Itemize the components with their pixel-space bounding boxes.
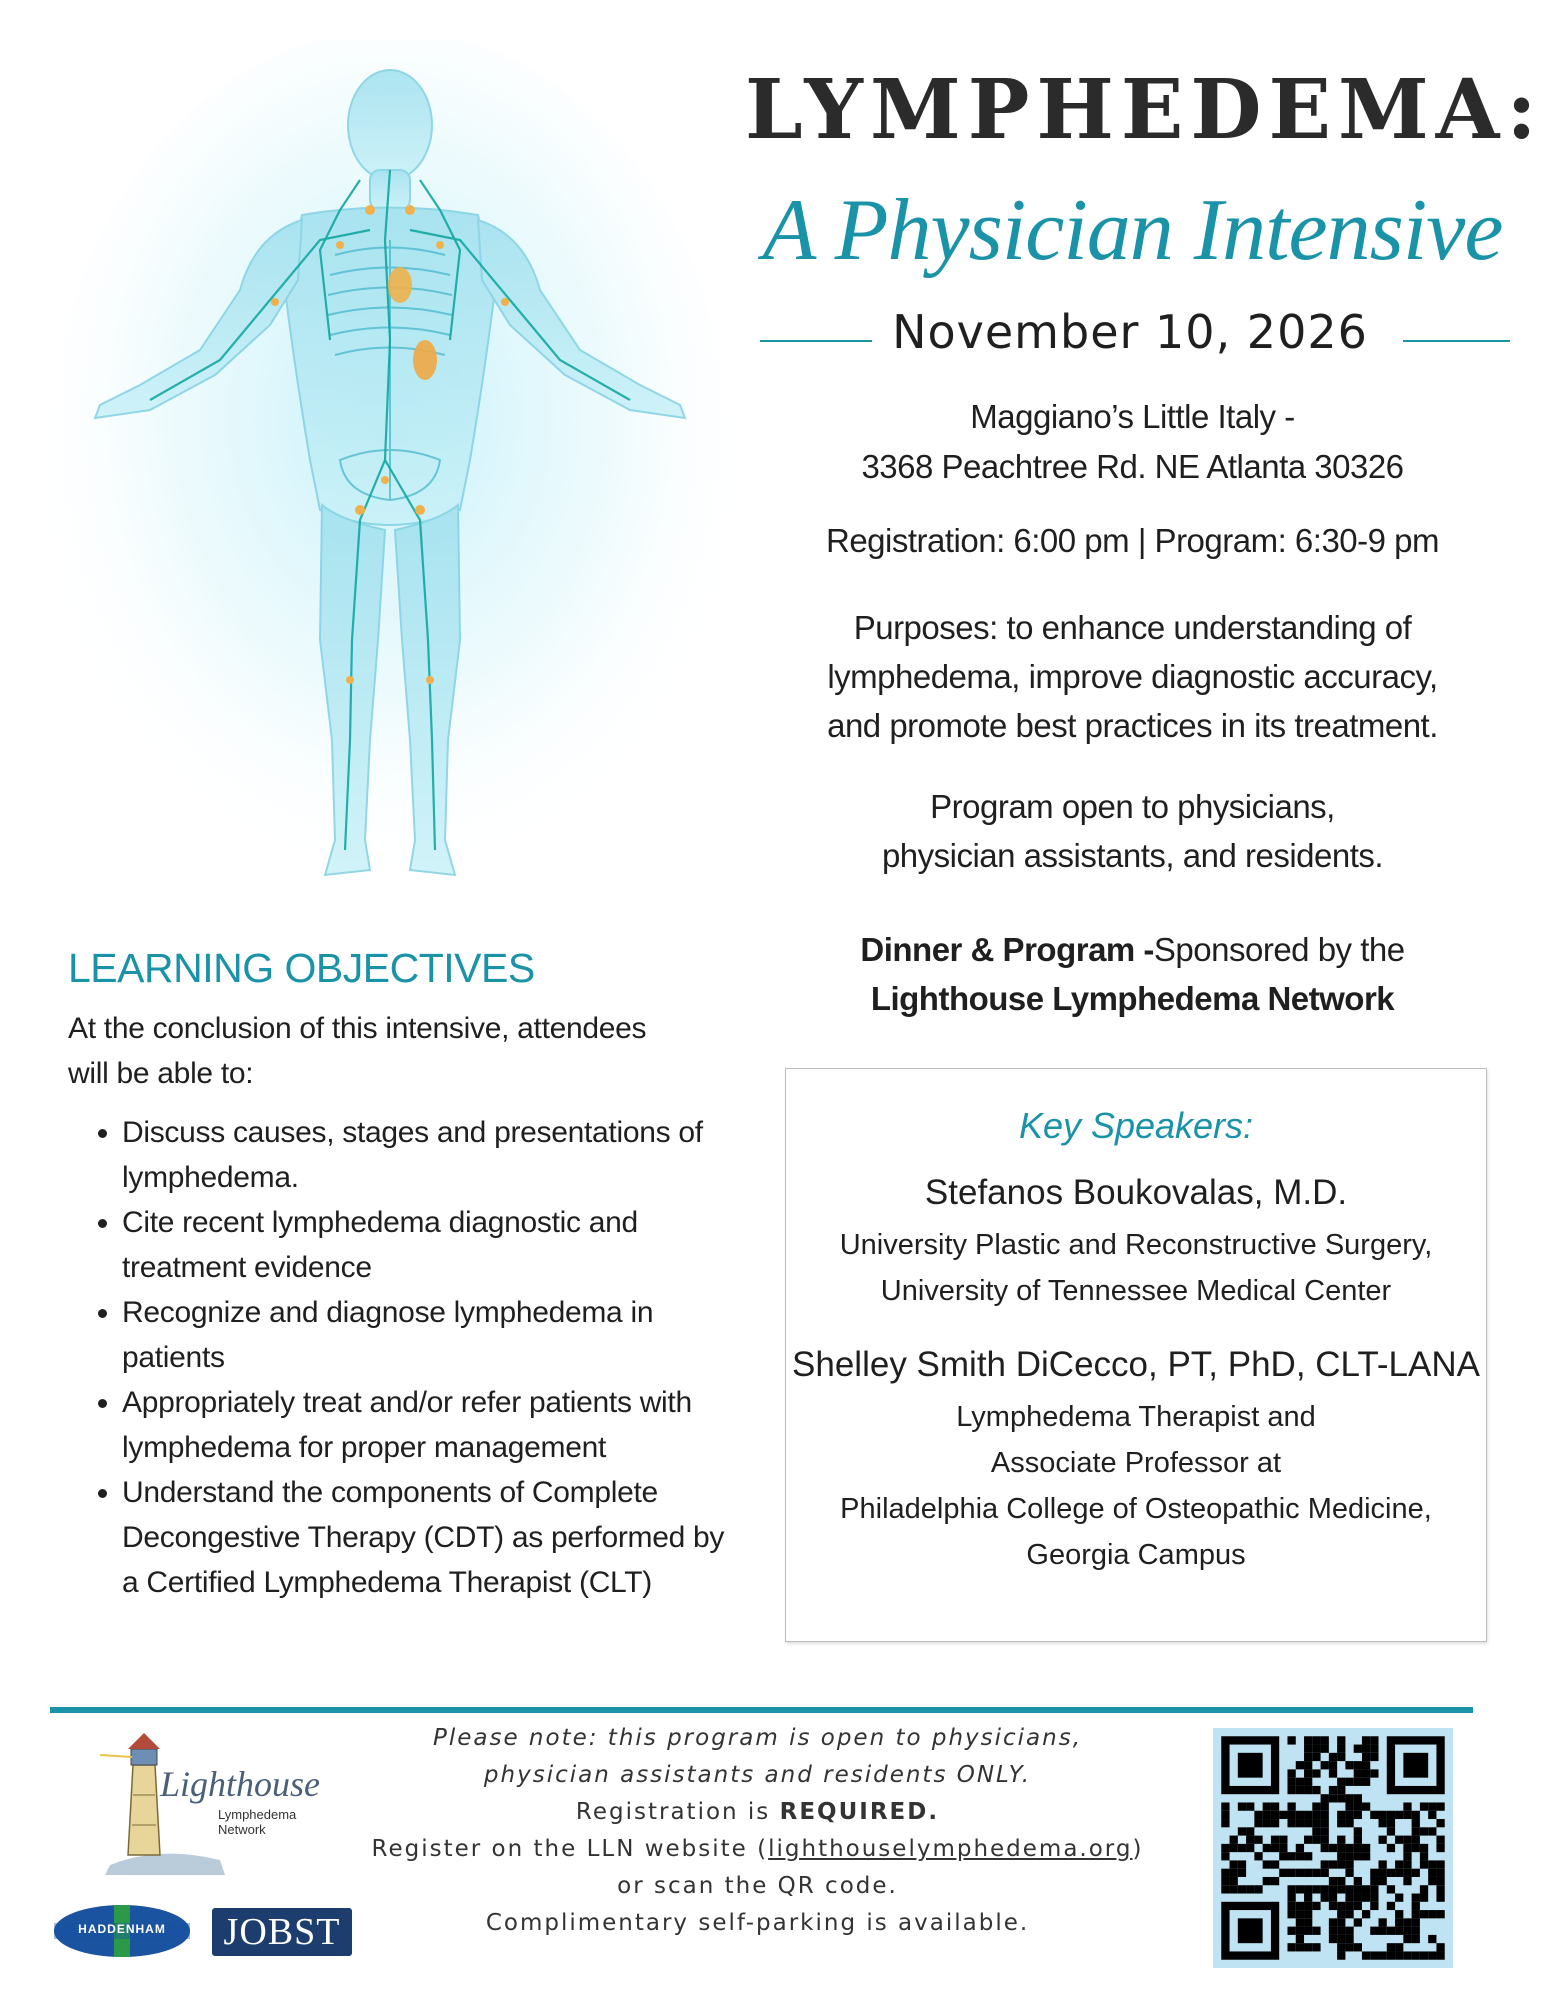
venue-address [760, 392, 1505, 492]
qr-instruction: or scan the QR code. [617, 1873, 898, 1899]
footer-divider [50, 1707, 1473, 1713]
objective-item: • Appropriately treat and/or refer patients with lymphedema for proper management [122, 1380, 742, 1470]
jobst-text: JOBST [223, 1911, 341, 1953]
speaker-name: Shelley Smith DiCecco, PT, PhD, CLT-LANA [792, 1345, 1480, 1384]
audience-line: Program open to physicians, [930, 788, 1335, 825]
event-date: November 10, 2026 [892, 305, 1368, 359]
venue-street: 3368 Peachtree Rd. NE Atlanta 30326 [861, 448, 1404, 485]
registration-qr-code[interactable] [1213, 1728, 1453, 1968]
lymphatic-system-illustration [40, 40, 740, 920]
website-link[interactable]: lighthouselymphedema.org [768, 1836, 1133, 1862]
objectives-intro-line: will be able to: [68, 1057, 254, 1090]
event-subtitle: A Physician Intensive [762, 182, 1503, 279]
objectives-heading: LEARNING OBJECTIVES [68, 945, 535, 991]
registration-required-line: Registration is REQUIRED. [575, 1799, 940, 1825]
lighthouse-logo-sub: Network [218, 1822, 266, 1837]
haddenham-text: HADDENHAM [78, 1922, 166, 1936]
speaker-affiliation: University Plastic and Reconstructive Surgery, [839, 1229, 1433, 1261]
objectives-intro [68, 1006, 708, 1096]
register-line: Register on the LLN website (lighthouselymphedema.org) [371, 1836, 1144, 1862]
objectives-intro-line: At the conclusion of this intensive, attendees [68, 1012, 647, 1045]
audience-line: physician assistants, and residents. [881, 837, 1384, 874]
purposes-line: and promote best practices in its treatment. [827, 707, 1438, 744]
speaker-affiliation: Lymphedema Therapist and [956, 1401, 1316, 1433]
speaker-name: Stefanos Boukovalas, M.D. [924, 1173, 1348, 1212]
event-times: Registration: 6:00 pm | Program: 6:30-9 pm [825, 522, 1440, 559]
speakers-heading: Key Speakers: [1018, 1105, 1254, 1146]
speaker-affiliation: Georgia Campus [1026, 1539, 1246, 1571]
date-rule-left [760, 340, 872, 342]
parking-note: Complimentary self-parking is available. [485, 1910, 1030, 1936]
sponsor-rest: Sponsored by the [1153, 931, 1405, 968]
haddenham-logo [52, 1903, 192, 1959]
sponsor-org: Lighthouse Lymphedema Network [870, 980, 1395, 1017]
event-title: LYMPHEDEMA: [745, 62, 1544, 158]
date-rule-right [1403, 340, 1510, 342]
venue-name: Maggiano’s Little Italy - [970, 398, 1295, 435]
objective-item: • Discuss causes, stages and presentations of lymphedema. [122, 1110, 742, 1200]
sponsor-lead: Dinner & Program - [860, 931, 1154, 968]
speaker-affiliation: Associate Professor at [990, 1447, 1282, 1479]
purposes-line: Purposes: to enhance understanding of [853, 609, 1412, 646]
lighthouse-logo-script: Lighthouse [160, 1764, 321, 1804]
objectives-list [92, 1110, 742, 1605]
footer-notice [330, 1720, 1185, 1942]
footer-note-line: Please note: this program is open to physicians, [432, 1725, 1083, 1751]
purposes-line: lymphedema, improve diagnostic accuracy, [827, 658, 1438, 695]
lighthouse-logo-sub: Lymphedema [218, 1807, 297, 1822]
objective-item: • Understand the components of Complete Decongestive Therapy (CDT) as performed by a Certified Lymphedema Therapist (CLT) [122, 1470, 742, 1605]
speaker-affiliation: Philadelphia College of Osteopathic Medicine, [840, 1493, 1432, 1525]
footer-note-line: physician assistants and residents ONLY. [483, 1762, 1032, 1788]
purposes-text [760, 603, 1505, 750]
objective-item: • Recognize and diagnose lymphedema in patients [122, 1290, 742, 1380]
sponsor-text [760, 925, 1505, 1023]
audience-text [760, 782, 1505, 880]
lighthouse-lymphedema-logo [100, 1725, 330, 1880]
speaker-affiliation: University of Tennessee Medical Center [880, 1275, 1392, 1307]
key-speakers-box [785, 1068, 1487, 1642]
objective-item: • Cite recent lymphedema diagnostic and treatment evidence [122, 1200, 742, 1290]
